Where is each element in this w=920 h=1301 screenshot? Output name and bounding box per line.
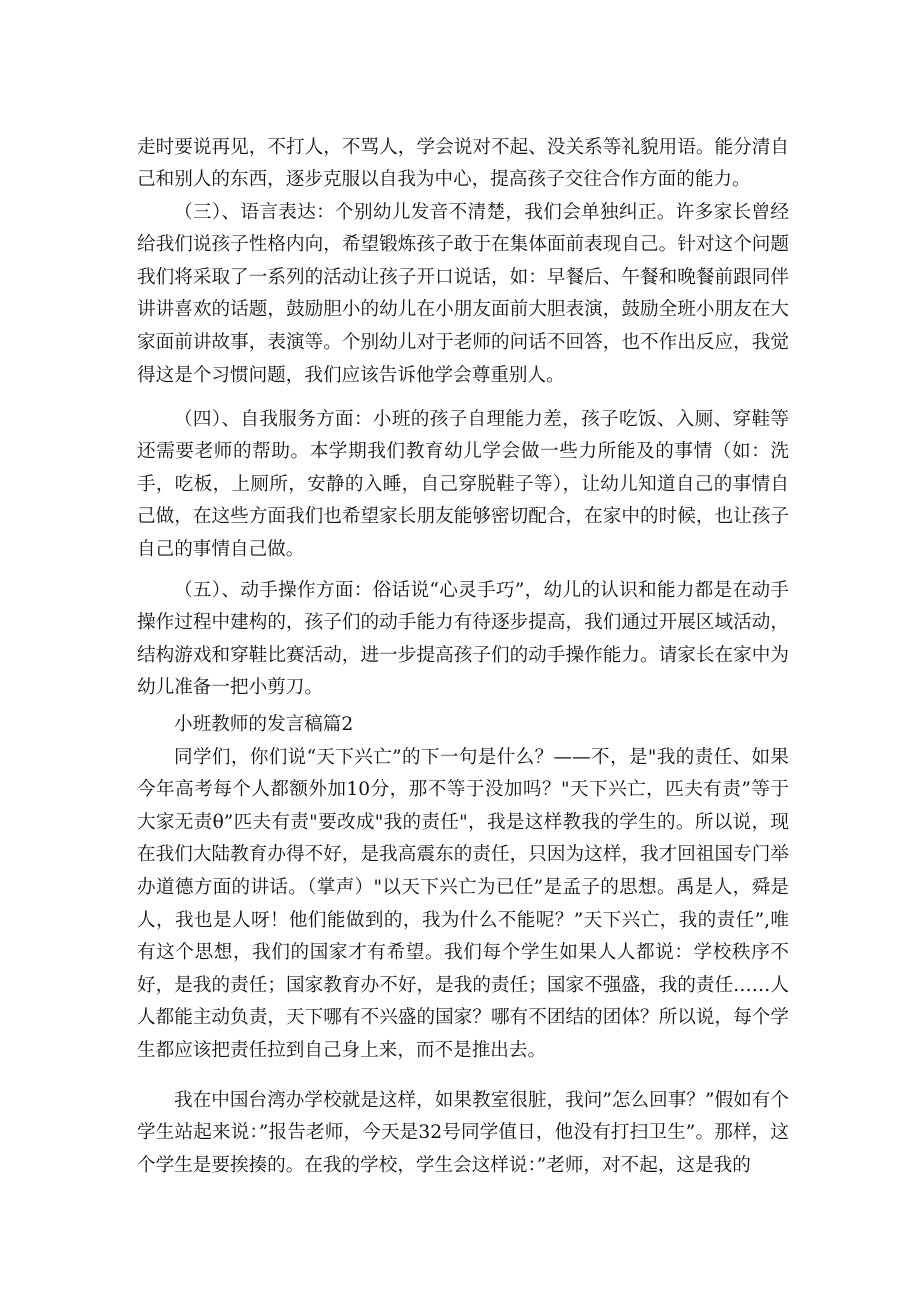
paragraph-hands-on: （五）、动手操作方面：俗话说“心灵手巧”，幼儿的认识和能力都是在动手操作过程中建构的，孩子们的动手能力有待逐步提高，我们通过开展区域活动，结构游戏和穿鞋比赛活动，进一步提高孩子们的动手操作能力。请家长在家中为幼儿准备一把小剪刀。 xyxy=(137,579,789,699)
paragraph-taiwan-school: 我在中国台湾办学校就是这样，如果教室很脏，我问”怎么回事？”假如有个学生站起来说：”报告老师，今天是32号同学值日，他没有打扫卫生”。那样，这个学生是要挨揍的。在我的学校，学生会这样说：”老师，对不起，这是我的 xyxy=(137,1089,789,1176)
paragraph-social-manners: 走时要说再见，不打人，不骂人，学会说对不起、没关系等礼貌用语。能分清自己和别人的东西，逐步克服以自我为中心，提高孩子交往合作方面的能力。 xyxy=(137,136,789,191)
paragraph-language-expression: （三）、语言表达：个别幼儿发音不清楚，我们会单独纠正。许多家长曾经给我们说孩子性格内向，希望锻炼孩子敢于在集体面前表现自己。针对这个问题我们将采取了一系列的活动让孩子开口说话，如：早餐后、午餐和晚餐前跟同伴讲讲喜欢的话题，鼓励胆小的幼儿在小朋友面前大胆表演，鼓励全班小朋友在大家面前讲故事，表演等。个别幼儿对于老师的问话不回答，也不作出反应，我觉得这是个习惯问题，我们应该告诉他学会尊重别人。 xyxy=(137,201,789,386)
paragraph-self-service: （四）、自我服务方面：小班的孩子自理能力差，孩子吃饭、入厕、穿鞋等还需要老师的帮助。本学期我们教育幼儿学会做一些力所能及的事情（如：洗手，吃板，上厕所，安静的入睡，自己穿脱鞋子等），让幼儿知道自己的事情自己做，在这些方面我们也希望家长朋友能够密切配合，在家中的时候，也让孩子自己的事情自己做。 xyxy=(137,408,789,560)
paragraph-responsibility: 同学们，你们说“天下兴亡”的下一句是什么？——不，是"我的责任、如果今年高考每个人都额外加10分，那不等于没加吗？"天下兴亡，匹夫有责”等于大家无责θ”匹夫有责"要改成"我的责任"，我是这样教我的学生的。所以说，现在我们大陆教育办得不好，是我高震东的责任，只因为这样，我才回祖国专门举办道德方面的讲话。（掌声）"以天下兴亡为已任”是孟子的思想。禹是人，舜是人，我也是人呀！他们能做到的，我为什么不能呢？”天下兴亡，我的责任”,唯有这个思想，我们的国家才有希望。我们每个学生如果人人都说：学校秩序不好，是我的责任；国家教育办不好，是我的责任；国家不强盛，我的责任……人人都能主动负责，天下哪有不兴盛的国家？哪有不团结的团体？所以说，每个学生都应该把责任拉到自己身上来，而不是推出去。 xyxy=(137,746,789,1061)
section-heading: 小班教师的发言稿篇2 xyxy=(174,713,354,735)
